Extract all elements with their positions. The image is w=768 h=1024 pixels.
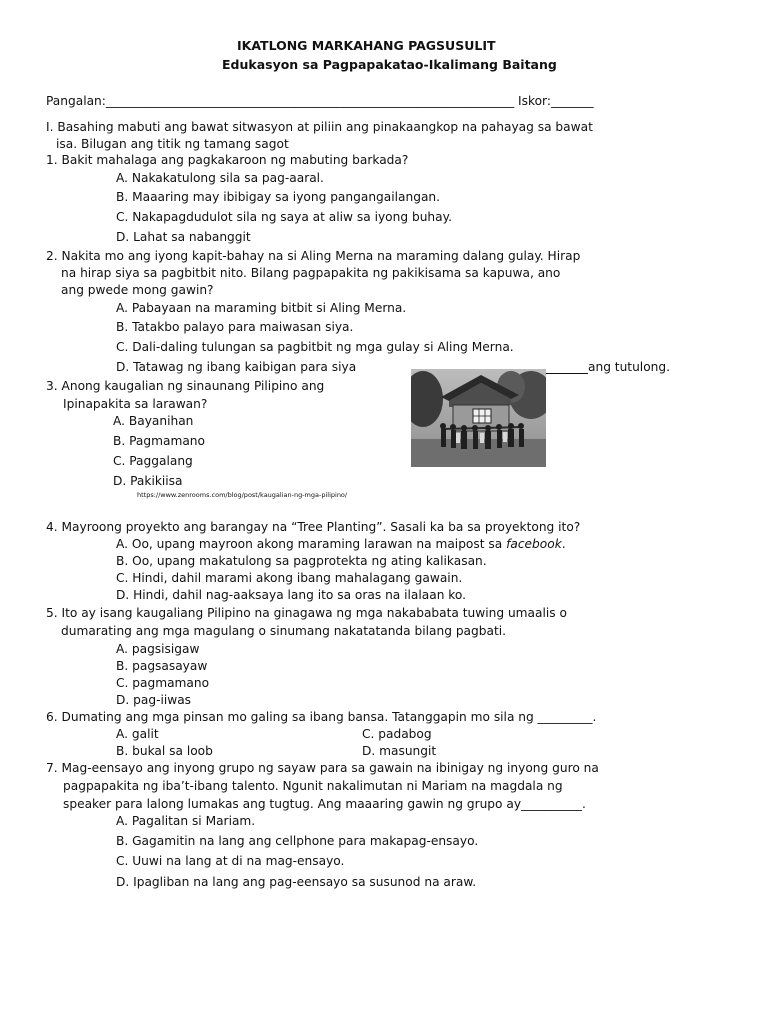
q5-choice-a[interactable]: A. pagsisigaw xyxy=(116,642,200,656)
question-4: 4. Mayroong proyekto ang barangay na “Tree Planting”. Sasali ka ba sa proyektong ito? xyxy=(46,520,581,534)
exam-subtitle: Edukasyon sa Pagpapakatao-Ikalimang Baitang xyxy=(222,57,557,72)
q6-choice-a[interactable]: A. galit xyxy=(116,727,159,741)
question-2-line-2: na hirap siya sa pagbitbit nito. Bilang pagpapakita ng pakikisama sa kapuwa, ano xyxy=(61,266,561,280)
question-3-line-2: Ipinapakita sa larawan? xyxy=(63,397,208,411)
q2-choice-b[interactable]: B. Tatakbo palayo para maiwasan siya. xyxy=(116,320,354,334)
q4-choice-b[interactable]: B. Oo, upang makatulong sa pagprotekta ng ating kalikasan. xyxy=(116,554,487,568)
q2-choice-d[interactable]: D. Tatawag ng ibang kaibigan para siya xyxy=(116,360,357,374)
instructions-line-2: isa. Bilugan ang titik ng tamang sagot xyxy=(56,137,289,151)
q2-choice-a[interactable]: A. Pabayaan na maraming bitbit si Aling Merna. xyxy=(116,301,407,315)
q7-choice-a[interactable]: A. Pagalitan si Mariam. xyxy=(116,814,256,828)
q5-choice-d[interactable]: D. pag-iiwas xyxy=(116,693,192,707)
q6-choice-d[interactable]: D. masungit xyxy=(362,744,437,758)
q6-choice-c[interactable]: C. padabog xyxy=(362,727,432,741)
q3-choice-b[interactable]: B. Pagmamano xyxy=(113,434,205,448)
q7-choice-c[interactable]: C. Uuwi na lang at di na mag-ensayo. xyxy=(116,854,345,868)
q2-choice-d-blank xyxy=(546,373,588,374)
q3-choice-a[interactable]: A. Bayanihan xyxy=(113,414,194,428)
q5-choice-c[interactable]: C. pagmamano xyxy=(116,676,210,690)
q4-choice-a-italic: facebook xyxy=(506,537,562,551)
bayanihan-house-carrying-icon xyxy=(411,369,546,467)
question-6: 6. Dumating ang mga pinsan mo galing sa ibang bansa. Tatanggapin mo sila ng _________. xyxy=(46,710,597,724)
question-7-line-3: speaker para lalong lumakas ang tugtug. Ang maaaring gawin ng grupo ay__________. xyxy=(63,797,586,811)
q3-choice-d[interactable]: D. Pakikiisa xyxy=(113,474,183,488)
q4-choice-a-text: A. Oo, upang mayroon akong maraming larawan na maipost sa xyxy=(116,537,507,551)
q1-choice-c[interactable]: C. Nakapagdudulot sila ng saya at aliw sa iyong buhay. xyxy=(116,210,452,224)
question-3-line-1: 3. Anong kaugalian ng sinaunang Pilipino ang xyxy=(46,379,325,393)
q4-choice-c[interactable]: C. Hindi, dahil marami akong ibang mahalagang gawain. xyxy=(116,571,463,585)
question-7-line-1: 7. Mag-eensayo ang inyong grupo ng sayaw para sa gawain na ibinigay ng inyong guro na xyxy=(46,761,599,775)
q4-choice-a[interactable]: A. Oo, upang mayroon akong maraming larawan na maipost sa facebook. xyxy=(116,537,566,551)
bayanihan-photo xyxy=(411,369,546,467)
question-2-line-1: 2. Nakita mo ang iyong kapit-bahay na si Aling Merna na maraming dalang gulay. Hirap xyxy=(46,249,581,263)
instructions-line-1: I. Basahing mabuti ang bawat sitwasyon at piliin ang pinakaangkop na pahayag sa bawat xyxy=(46,120,593,134)
question-7-line-2: pagpapakita ng iba’t-ibang talento. Ngunit nakalimutan ni Mariam na magdala ng xyxy=(63,779,563,793)
q5-choice-b[interactable]: B. pagsasayaw xyxy=(116,659,208,673)
q3-image-source: https://www.zenrooms.com/blog/post/kaugalian-ng-mga-pilipino/ xyxy=(137,491,348,499)
q3-choice-c[interactable]: C. Paggalang xyxy=(113,454,193,468)
question-2-line-3: ang pwede mong gawin? xyxy=(61,283,214,297)
question-5-line-1: 5. Ito ay isang kaugaliang Pilipino na ginagawa ng mga nakababata tuwing umaalis o xyxy=(46,606,567,620)
name-score-line: Pangalan:___________________________________________________________________ Iskor:_______ xyxy=(46,94,594,108)
q7-choice-b[interactable]: B. Gagamitin na lang ang cellphone para makapag-ensayo. xyxy=(116,834,479,848)
q2-choice-d-end: ang tutulong. xyxy=(588,360,670,374)
q4-choice-d[interactable]: D. Hindi, dahil nag-aaksaya lang ito sa oras na ilalaan ko. xyxy=(116,588,467,602)
q1-choice-b[interactable]: B. Maaaring may ibibigay sa iyong pangangailangan. xyxy=(116,190,441,204)
q6-choice-b[interactable]: B. bukal sa loob xyxy=(116,744,213,758)
exam-title: IKATLONG MARKAHANG PAGSUSULIT xyxy=(237,38,496,53)
q1-choice-d[interactable]: D. Lahat sa nabanggit xyxy=(116,230,251,244)
q1-choice-a[interactable]: A. Nakakatulong sila sa pag-aaral. xyxy=(116,171,324,185)
q2-choice-c[interactable]: C. Dali-daling tulungan sa pagbitbit ng mga gulay si Aling Merna. xyxy=(116,340,514,354)
q7-choice-d[interactable]: D. Ipagliban na lang ang pag-eensayo sa susunod na araw. xyxy=(116,875,477,889)
question-5-line-2: dumarating ang mga magulang o sinumang nakatatanda bilang pagbati. xyxy=(61,624,507,638)
question-1: 1. Bakit mahalaga ang pagkakaroon ng mabuting barkada? xyxy=(46,153,409,167)
